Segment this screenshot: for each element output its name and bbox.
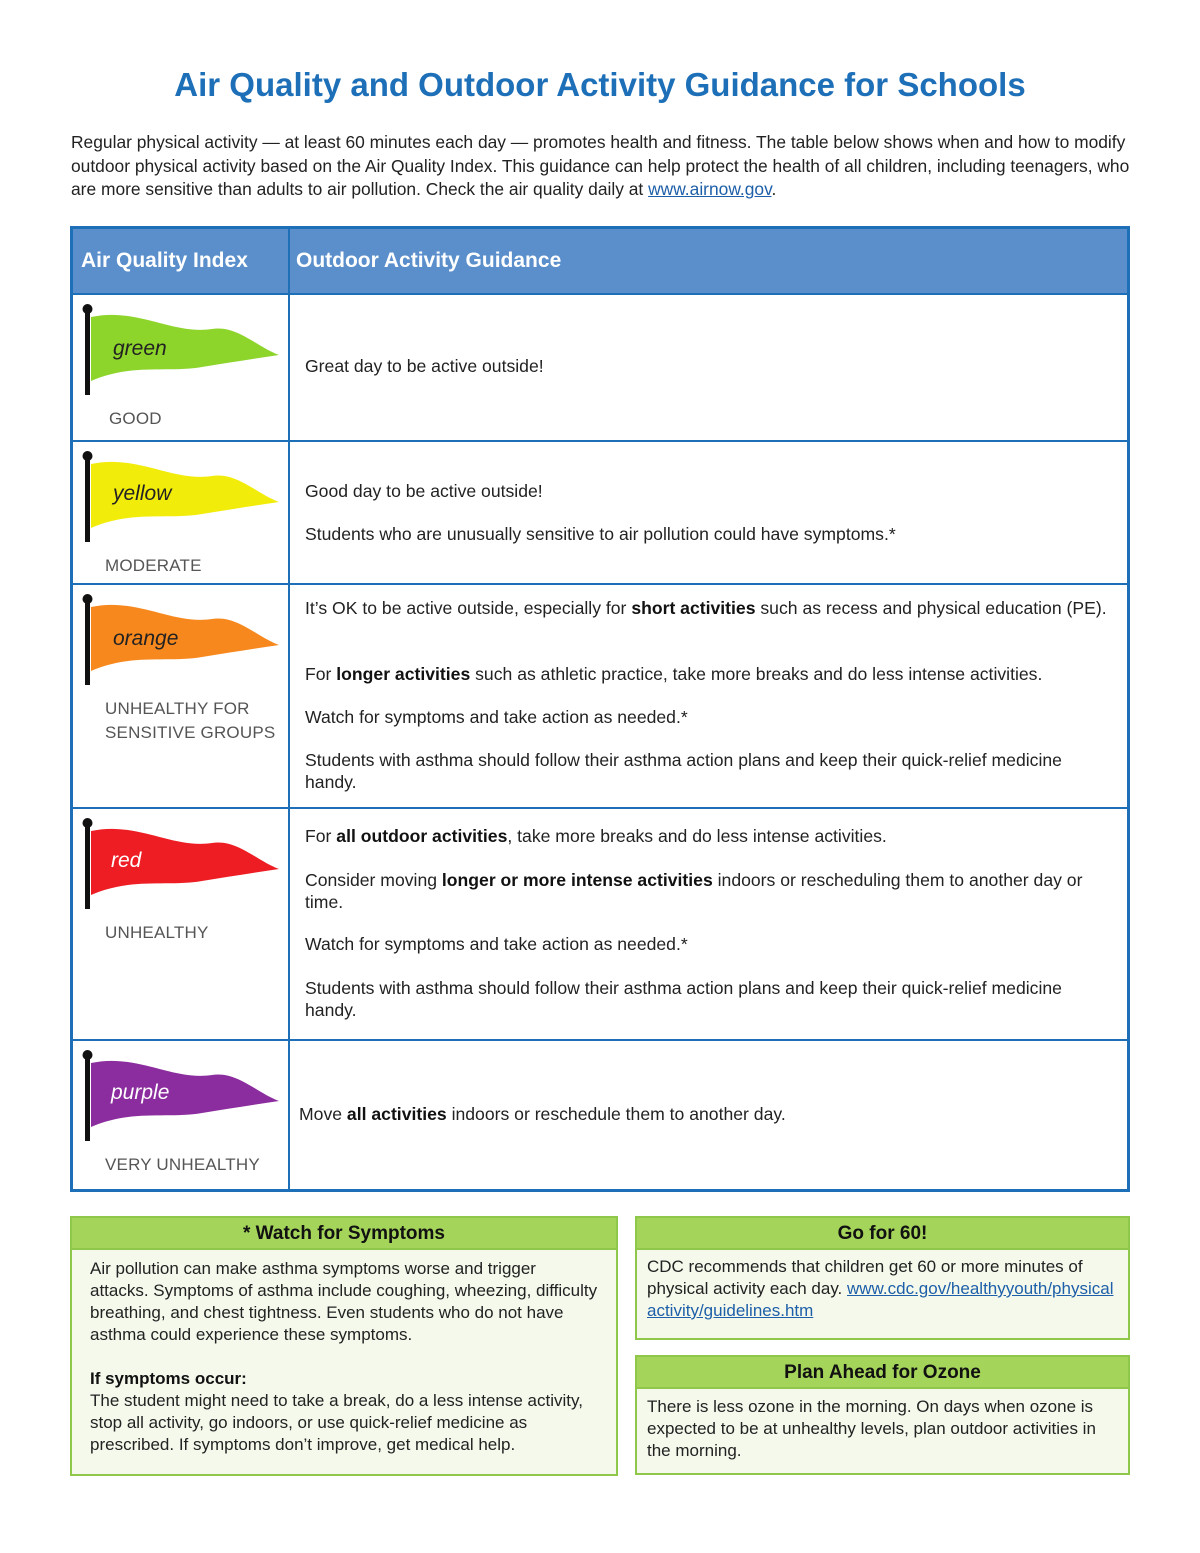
guidance-emphasis: all outdoor activities: [336, 826, 508, 846]
go-for-60-box: [635, 1216, 1130, 1340]
guidance-span: such as recess and physical education (PE).: [755, 598, 1107, 618]
aqi-row-yellow: [73, 440, 1127, 583]
guidance-span: such as athletic practice, take more breaks and do less intense activities.: [470, 664, 1043, 684]
go-for-60-body: CDC recommends that children get 60 or more minutes of physical activity each day.: [647, 1257, 1083, 1298]
flag-label-purple: purple: [111, 1081, 170, 1104]
guidance-span: Watch for symptoms and take action as needed.*: [305, 707, 688, 727]
guidance-text: [305, 869, 1111, 913]
symptoms-action-text: The student might need to take a break, do a less intense activity, stop all activity, go indoors, or use quick-relief medicine as prescribed. If symptoms don’t improve, get medical help.: [90, 1391, 583, 1454]
guidance-span: Move: [299, 1104, 347, 1124]
guidance-span: Great day to be active outside!: [305, 356, 544, 376]
category-line: SENSITIVE GROUPS: [105, 723, 276, 742]
aqi-row-green: [73, 293, 1127, 440]
intro-end: .: [771, 179, 777, 199]
guidance-text: [299, 1103, 1111, 1125]
aqi-category-red: UNHEALTHY: [105, 923, 209, 942]
guidance-text: [305, 933, 1111, 955]
aqi-row-orange: [73, 583, 1127, 807]
guidance-span: For: [305, 826, 337, 846]
guidance-span: It’s OK to be active outside, especially for: [305, 598, 632, 618]
red-flag-icon: [77, 817, 287, 912]
guidance-emphasis: short activities: [631, 598, 756, 618]
guidance-text: [305, 355, 1111, 377]
guidance-text: [305, 706, 1111, 728]
purple-flag-icon: [77, 1049, 287, 1144]
table-header: [73, 229, 1127, 293]
guidance-span: indoors or reschedule them to another day.: [446, 1104, 786, 1124]
aqi-category-orange: [105, 697, 275, 745]
orange-flag-icon: [77, 593, 287, 688]
aqi-guidance-table: [70, 226, 1130, 1192]
guidance-span: Students who are unusually sensitive to air pollution could have symptoms.*: [305, 524, 896, 544]
guidance-span: , take more breaks and do less intense activities.: [507, 826, 887, 846]
guidance-text: [305, 663, 1111, 685]
guidance-span: Watch for symptoms and take action as needed.*: [305, 934, 688, 954]
aqi-row-purple: [73, 1039, 1127, 1189]
intro-text: Regular physical activity — at least 60 minutes each day — promotes health and fitness. The table below shows when and how to modify outdoor physical activity based on the Air Quality Index. This guidance can help protect the health of all children, including teenagers, who are more sensitive than adults to air pollution. Check the air quality daily at: [71, 132, 1130, 199]
page-title: Air Quality and Outdoor Activity Guidance for Schools: [174, 66, 1026, 103]
cdc-guidelines-link[interactable]: www.cdc.gov/healthyyouth/physicalactivity/guidelines.htm: [647, 1279, 1114, 1320]
header-guidance: Outdoor Activity Guidance: [296, 249, 562, 272]
aqi-category-green: GOOD: [109, 409, 162, 428]
guidance-text: [305, 977, 1111, 1021]
plan-ozone-title: Plan Ahead for Ozone: [637, 1357, 1128, 1389]
guidance-text: [305, 749, 1111, 793]
watch-symptoms-box: [70, 1216, 618, 1476]
guidance-emphasis: longer activities: [336, 664, 471, 684]
plan-ozone-box: [635, 1355, 1130, 1475]
guidance-text: [305, 523, 1111, 545]
airnow-link[interactable]: www.airnow.gov: [648, 179, 772, 199]
flag-label-green: green: [113, 337, 167, 360]
guidance-span: For: [305, 664, 337, 684]
symptoms-text: Air pollution can make asthma symptoms worse and trigger attacks. Symptoms of asthma include coughing, wheezing, difficulty breathing, and chest tightness. Even students who do not have asthma could experience these symptoms.: [90, 1259, 598, 1344]
guidance-text: [305, 825, 1111, 847]
guidance-text: [305, 597, 1111, 619]
guidance-span: Consider moving: [305, 870, 442, 890]
plan-ozone-text: There is less ozone in the morning. On days when ozone is expected to be at unhealthy levels, plan outdoor activities in the morning.: [647, 1397, 1096, 1460]
guidance-emphasis: all activities: [346, 1104, 447, 1124]
guidance-span: Students with asthma should follow their asthma action plans and keep their quick-relief medicine handy.: [305, 750, 1062, 792]
guidance-emphasis: longer or more intense activities: [441, 870, 713, 890]
go-for-60-text: [647, 1256, 1118, 1322]
flag-label-red: red: [111, 849, 142, 872]
green-flag-icon: [77, 303, 287, 398]
column-divider: [288, 229, 290, 1189]
guidance-span: Students with asthma should follow their asthma action plans and keep their quick-relief medicine handy.: [305, 978, 1062, 1020]
guidance-span: indoors or rescheduling them to another day or time.: [305, 870, 1083, 912]
header-aqi: Air Quality Index: [81, 249, 248, 272]
symptoms-subhead: If symptoms occur:: [90, 1369, 247, 1388]
guidance-span: Good day to be active outside!: [305, 481, 543, 501]
intro-paragraph: [71, 131, 1136, 202]
category-line: UNHEALTHY FOR: [105, 699, 250, 718]
flag-label-orange: orange: [113, 627, 179, 650]
flag-label-yellow: yellow: [113, 482, 172, 505]
aqi-row-red: [73, 807, 1127, 1039]
guidance-text: [305, 480, 1111, 502]
watch-symptoms-title: * Watch for Symptoms: [72, 1218, 616, 1250]
aqi-category-yellow: MODERATE: [105, 556, 202, 575]
yellow-flag-icon: [77, 450, 287, 545]
go-for-60-title: Go for 60!: [637, 1218, 1128, 1250]
aqi-category-purple: VERY UNHEALTHY: [105, 1155, 260, 1174]
